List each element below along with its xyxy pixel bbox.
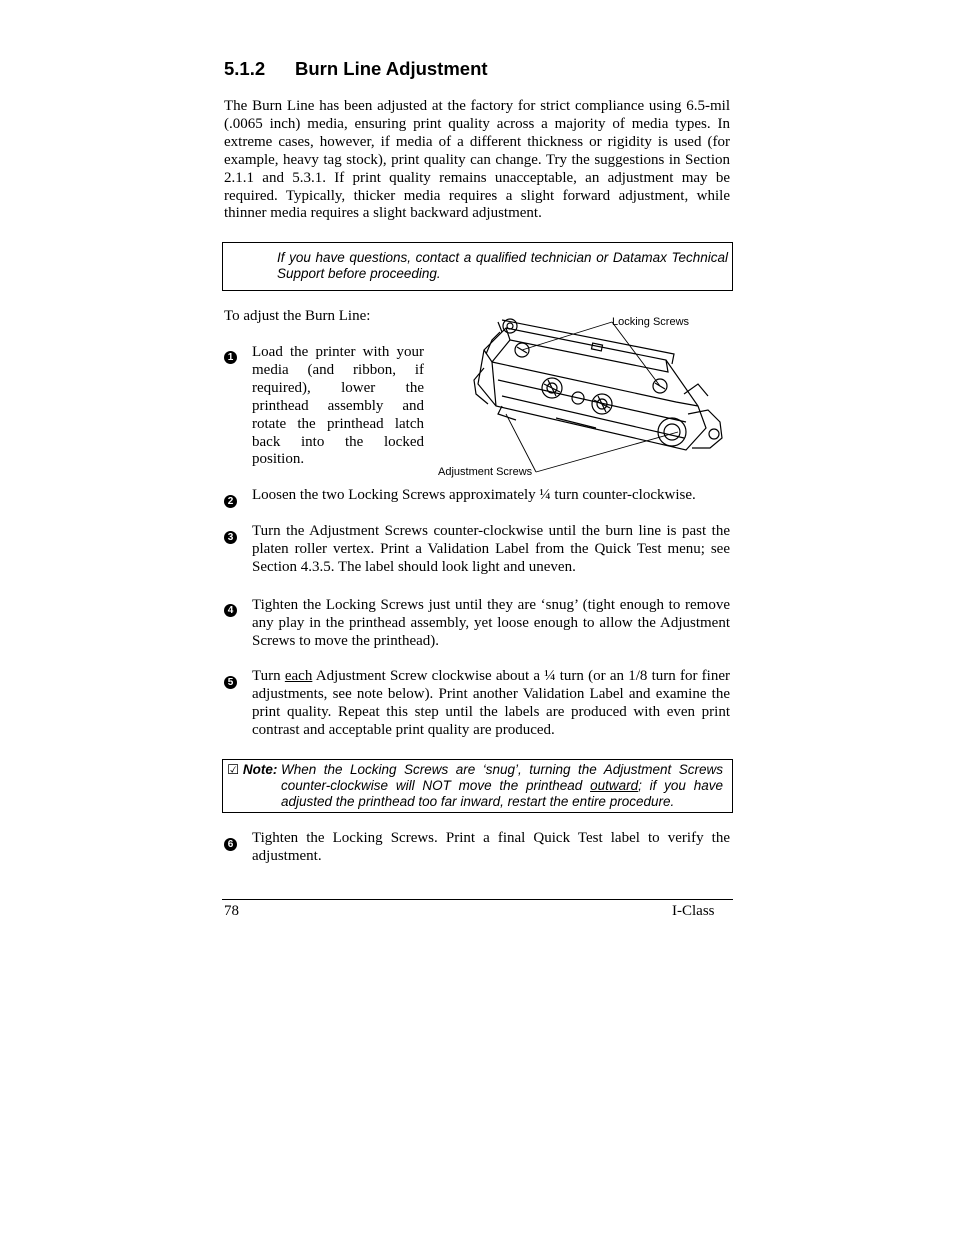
section-heading	[224, 58, 488, 80]
caution-box	[222, 242, 733, 291]
section-number: 5.1.2	[224, 58, 266, 79]
section-title: Burn Line Adjustment	[295, 58, 488, 79]
checkbox-icon: ☑	[227, 762, 240, 777]
page-number: 78	[224, 903, 239, 919]
footer-product: I-Class	[672, 903, 715, 919]
step-4-text: Tighten the Locking Screws just until they are ‘snug’ (tight enough to remove any play in the printhead assembly, yet loose enough to allow the Adjustment Screws to move the printhead).	[252, 597, 730, 649]
step-6-marker: 6	[224, 834, 242, 848]
note-box	[222, 759, 733, 813]
emphasis-outward: outward	[590, 778, 639, 793]
step-3-marker: 3	[224, 527, 242, 541]
step-4-marker: 4	[224, 600, 242, 614]
note-text: When the Locking Screws are ‘snug’, turning the Adjustment Screws counter-clockwise will NOT move the printhead outward; if you have adjusted the printhead too far inward, restart the entire procedure.	[281, 762, 723, 809]
intro-paragraph: The Burn Line has been adjusted at the factory for strict compliance using 6.5-mil (.0065 inch) media, ensuring print quality across a majority of media types. In extreme cases, however, if media of a different thickness or rigidity is used (for example, heavy tag stock), print quality can change. Try the suggestions in Section 2.1.1 and 5.3.1. If print quality remains unacceptable, an adjustment may be required. Typically, thicker media requires a slight forward adjustment, while thinner media requires a slight backward adjustment.	[224, 98, 730, 222]
label-adjustment-screws: Adjustment Screws	[438, 466, 533, 478]
emphasis-each: each	[284, 668, 313, 684]
step-2-text: Loosen the two Locking Screws approximately ¼ turn counter-clockwise.	[252, 487, 696, 503]
step-6-text: Tighten the Locking Screws. Print a final Quick Test label to verify the adjustment.	[252, 830, 730, 864]
step-2-marker: 2	[224, 491, 242, 505]
step-1-text: Load the printer with your media (and ribbon, if required), lower the printhead assembly and rotate the printhead latch back into the locked position.	[252, 344, 424, 468]
printhead-diagram	[436, 310, 732, 480]
step-5-marker: 5	[224, 672, 242, 686]
step-3-text: Turn the Adjustment Screws counter-clockwise until the burn line is past the platen roller vertex. Print a Validation Label from the Quick Test menu; see Section 4.3.5. The label should look light and uneven.	[252, 523, 730, 575]
footer-rule	[222, 899, 733, 900]
procedure-lead-in: To adjust the Burn Line:	[224, 308, 371, 324]
note-label: ☑ Note:	[227, 762, 278, 777]
label-locking-screws: Locking Screws	[612, 316, 690, 328]
caution-text: If you have questions, contact a qualified technician or Datamax Technical Support before proceeding.	[277, 250, 728, 281]
step-5-text: Turn each Adjustment Screw clockwise about a ¼ turn (or an 1/8 turn for finer adjustments, see note below). Print another Validation Label and examine the print quality. Repeat this step until the labels are produced with even print contrast and acceptable print quality are produced.	[252, 668, 730, 738]
step-1-marker: 1	[224, 347, 242, 361]
